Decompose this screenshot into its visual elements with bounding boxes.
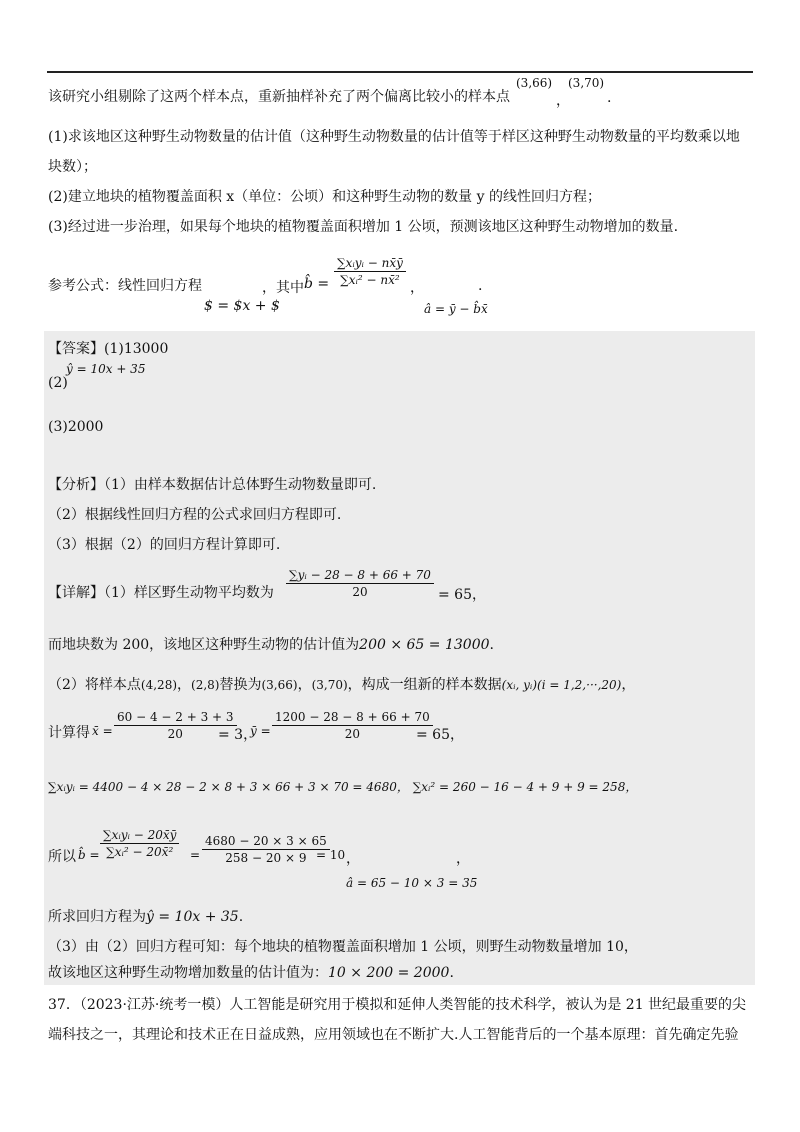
detail-step-5-sep: ， <box>396 780 409 794</box>
intro-end: . <box>607 90 612 106</box>
detail-step-6-text: 所以 <box>48 849 76 865</box>
intro-point-2: (3,70) <box>568 76 605 90</box>
formula-end: . <box>478 278 483 294</box>
detail-b-denominator-2: 258 − 20 × 9 <box>225 851 307 865</box>
detail-point-3-66: (3,66) <box>261 678 298 692</box>
detail-step-1-text: （1）样区野生动物平均数为 <box>104 585 274 601</box>
formula-mid: ，其中 <box>262 280 304 296</box>
answer-label: 【答案】 <box>48 341 104 357</box>
detail-line-9 <box>48 964 454 982</box>
detail-line-5 <box>48 778 637 796</box>
next-question-line-1: 37．（2023·江苏·统考一模）人工智能是研究用于模拟和延伸人类智能的技术科学，被认为是 21 世纪最重要的尖 <box>48 997 747 1013</box>
detail-line-7 <box>48 908 243 926</box>
detail-step-3-c: 替换为 <box>219 677 262 693</box>
intro-line <box>48 88 510 106</box>
detail-b-lhs: b̂ = <box>78 848 100 862</box>
detail-point-4-28: (4,28) <box>140 678 178 692</box>
detail-step-3-b: ， <box>177 677 192 693</box>
formula-sep: ， <box>410 280 424 296</box>
analysis-step-3: （3）根据（2）的回归方程计算即可. <box>48 537 281 553</box>
detail-mean-numerator: ∑yᵢ − 28 − 8 + 66 + 70 <box>286 568 434 584</box>
intro-text: 该研究小组剔除了这两个样本点，重新抽样补充了两个偏离比较小的样本点 <box>48 89 510 105</box>
detail-ybar-lhs: ȳ = <box>250 724 271 738</box>
detail-increase-eq: 10 × 200 = 2000 <box>328 965 450 981</box>
detail-step-3-end: ， <box>621 677 636 693</box>
analysis-line-1 <box>48 476 376 494</box>
detail-ybar-result: = 65， <box>416 727 464 743</box>
detail-mean-fraction <box>284 568 436 599</box>
detail-estimate-eq: 200 × 65 = 13000 <box>359 637 490 653</box>
answer-2-equation: ŷ = 10x + 35 <box>66 362 146 376</box>
intro-point-1: (3,66) <box>516 76 553 90</box>
detail-b-numerator-1: ∑xᵢyᵢ − 20x̄ȳ <box>100 828 179 844</box>
detail-step-6-sep1: ， <box>346 851 360 867</box>
detail-b-fraction-1 <box>98 828 181 859</box>
detail-mean-result: = 65， <box>438 587 486 603</box>
detail-step-7-text: 所求回归方程为 <box>48 909 146 925</box>
detail-step-5-end: ， <box>625 780 638 794</box>
detail-sum-xx: ∑xᵢ² = 260 − 16 − 4 + 9 + 9 = 258 <box>412 780 626 794</box>
detail-ybar-denominator: 20 <box>344 727 360 741</box>
detail-step-3-e: ，构成一组新的样本数据 <box>347 677 502 693</box>
detail-line-4 <box>48 724 90 742</box>
formula-a: â = ȳ − b̂x̄ <box>424 302 488 316</box>
answer-line-1 <box>48 340 168 358</box>
formula-b-fraction <box>332 256 408 287</box>
detail-line-2 <box>48 636 494 654</box>
next-question-line-2: 端科技之一，其理论和技术正在日益成熟，应用领域也在不断扩大.人工智能背后的一个基本原理：首先确定先验 <box>48 1027 739 1043</box>
detail-xbar-numerator: 60 − 4 − 2 + 3 + 3 <box>114 710 237 726</box>
detail-line-3 <box>48 676 635 694</box>
formula-regression-eq: $ = $x + $ <box>204 298 280 314</box>
detail-b-numerator-2: 4680 − 20 × 3 × 65 <box>202 834 330 850</box>
detail-point-3-70: (3,70) <box>311 678 348 692</box>
answer-1: (1)13000 <box>104 341 169 357</box>
detail-xbar-denominator: 20 <box>167 727 183 741</box>
analysis-step-2: （2）根据线性回归方程的公式求回归方程即可. <box>48 507 342 523</box>
detail-xbar-lhs: x̄ = <box>92 724 113 738</box>
detail-line-6 <box>48 848 76 866</box>
analysis-step-1: （1）由样本数据估计总体野生动物数量即可. <box>104 477 377 493</box>
formula-b-denominator: ∑xᵢ² − nx̄² <box>340 273 400 287</box>
detail-ybar-fraction <box>270 710 435 741</box>
detail-sum-xy: ∑xᵢyᵢ = 4400 − 4 × 28 − 2 × 8 + 3 × 66 + 3 × 70 = 4680 <box>48 780 397 794</box>
answer-3: (3)2000 <box>48 419 104 435</box>
detail-mean-denominator: 20 <box>352 585 368 599</box>
formula-b-lhs: b̂ = <box>304 276 330 292</box>
detail-step-3-a: （2）将样本点 <box>48 677 141 693</box>
answer-line-2 <box>48 374 68 392</box>
detail-point-2-8: (2,8) <box>191 678 220 692</box>
detail-step-9-text: 故该地区这种野生动物增加数量的估计值为： <box>48 965 328 981</box>
detail-step-9-end: . <box>449 965 454 981</box>
detail-line-1 <box>48 584 274 602</box>
detail-a-equation: â = 65 − 10 × 3 = 35 <box>346 876 478 890</box>
detail-step-2-text: 而地块数为 200，该地区这种野生动物的估计值为 <box>48 637 360 653</box>
detail-ybar-numerator: 1200 − 28 − 8 + 66 + 70 <box>272 710 433 726</box>
answer-2-label: (2) <box>48 375 68 391</box>
question-1-line-b: 块数）； <box>48 159 97 175</box>
question-3: (3)经过进一步治理，如果每个地块的植物覆盖面积增加 1 公顷，预测该地区这种野生动物增加的数量. <box>48 219 679 235</box>
analysis-label: 【分析】 <box>48 477 104 493</box>
detail-b-result: = 10 <box>316 848 346 862</box>
question-2: (2)建立地块的植物覆盖面积 x（单位：公顷）和这种野生动物的数量 y 的线性回归方程； <box>48 189 601 205</box>
detail-label: 【详解】 <box>48 585 104 601</box>
detail-sample-set: (xᵢ, yᵢ)(i = 1,2,···,20) <box>501 678 622 692</box>
detail-step-2-end: . <box>489 637 494 653</box>
detail-b-denominator-1: ∑xᵢ² − 20x̄² <box>106 845 174 859</box>
intro-comma: ， <box>556 93 570 109</box>
detail-step-4-text: 计算得 <box>48 725 90 741</box>
header-rule <box>47 71 753 73</box>
detail-xbar-result: = 3， <box>218 727 258 743</box>
detail-step-3-d: ， <box>297 677 312 693</box>
detail-b-fraction-2 <box>200 834 332 865</box>
detail-b-equals: = <box>190 848 201 862</box>
detail-step-7-end: . <box>238 909 244 925</box>
detail-line-8: （3）由（2）回归方程可知：每个地块的植物覆盖面积增加 1 公顷，则野生动物数量增加 10， <box>48 939 638 955</box>
question-1-line-a: (1)求该地区这种野生动物数量的估计值（这种野生动物数量的估计值等于样区这种野生动物数量的平均数乘以地 <box>48 129 740 145</box>
formula-b-numerator: ∑xᵢyᵢ − nx̄ȳ <box>334 256 406 272</box>
formula-label: 参考公式：线性回归方程 <box>48 278 202 294</box>
detail-regression-equation: ŷ = 10x + 35 <box>146 909 239 925</box>
detail-step-6-sep2: ， <box>456 851 470 867</box>
